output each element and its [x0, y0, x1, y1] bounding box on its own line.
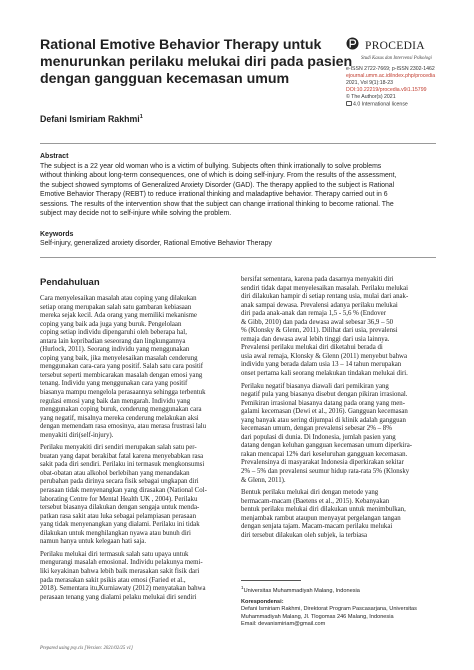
- body-text-line: dengan senjata tajam. Macam-macam perilaku melukai: [241, 523, 393, 531]
- body-text-line: Cara menyelesaikan masalah atau coping yang dilakukan: [40, 295, 197, 302]
- correspondence-details: [241, 606, 441, 628]
- correspondence-line: Email: devanismiriam@gmail.com: [241, 621, 326, 628]
- meta-line: © The Author(s) 2021: [346, 94, 396, 101]
- body-text-line: setiap orang merupakan salah satu gambaran kebiasaan: [40, 303, 192, 311]
- body-text-line: galami kecemasan (Dewi et al., 2016). Gangguan kecemasan: [241, 408, 408, 416]
- journal-subtitle-line: Studi Kasus dan Intervensi Psikologi: [361, 56, 432, 62]
- article-title: [40, 37, 353, 88]
- body-text-line: bersifat sementara, karena pada dasarnya menyakiti diri: [241, 276, 394, 283]
- body-text-line: tersebut biasanya dilakukan dengan sengaja untuk menda-: [40, 504, 200, 512]
- body-text-line: sendiri tidak dapat menyelesaikan masalah. Perilaku melukai: [241, 284, 409, 292]
- body-text-line: Prevalensinya di masyarakat Indonesia diperkirakan sekitar: [241, 459, 404, 467]
- body-text-line: liki keyakinan bahwa lebih baik merasakan sakit fisik dari: [40, 567, 200, 575]
- body-text-line: Pemikiran irrasional biasanya datang pada orang yang men-: [241, 399, 406, 407]
- body-text-line: yang tidak menyenangkan yang dialami. Perilaku ini tidak: [40, 521, 200, 529]
- body-column-left: [40, 295, 230, 602]
- abstract-line: the subject showed symptoms of Generalized Anxiety Disorder (GAD). The therapy applied to the subject is Rational: [40, 181, 395, 189]
- body-text-line: remaja dan dewasa awal lebih tinggi dari usia lainnya.: [241, 335, 390, 343]
- correspondence-line: Defani Ismiriam Rakhmi, Direktorat Program Pascasarjana, Universitas: [241, 606, 417, 613]
- body-text-line: menggunakan cara-cara yang positif. Salah satu cara positif: [40, 363, 204, 371]
- abstract-body: [40, 162, 436, 218]
- body-text-line: biasanya mampu mengelola perasaannya sehingga terbentuk: [40, 389, 206, 397]
- meta-line: e-ISSN 2722-7669; p-ISSN 2302-1462: [346, 66, 435, 72]
- title-line: menurunkan perilaku melukai diri pada pasien: [40, 54, 353, 70]
- journal-meta: [346, 66, 470, 109]
- correspondence-line: Muhammadiyah Malang, Jl. Tlogomas 246 Malang, Indonesia: [241, 613, 394, 620]
- body-text-line: negatif pula yang biasanya disebut dengan pikiran irrasional.: [241, 391, 408, 399]
- body-text-line: individu yang berada dalam usia 13 – 14 tahun merupakan: [241, 361, 402, 369]
- body-text-line: tenang. Individu yang menggunakan cara yang positif: [40, 380, 188, 388]
- footnote-divider: [241, 580, 301, 581]
- body-text-line: kecemasan umum, dengan prevalensi sebesar 2% – 8%: [241, 425, 392, 433]
- body-text-line: menjambak rambut ataupun menyayat pergelangan tangan: [241, 514, 401, 522]
- body-text-line: yang banyak atau sering dijumpai di klinik adalah gangguan: [241, 416, 406, 424]
- body-text-line: Perilaku menyakiti diri sendiri merupakan salah satu per-: [40, 444, 197, 452]
- body-text-line: & Gibb, 2010) dan pada dewasa awal sebesar 36,9 – 50: [241, 318, 394, 326]
- body-text-line: dari populasi di dunia. Di Indonesia, jumlah pasien yang: [241, 433, 396, 441]
- journal-logo: [346, 37, 466, 62]
- title-line: Rational Emotive Behavior Therapy untuk: [40, 37, 322, 53]
- abstract-line: subject may decide not to self-injure while solving the problem.: [40, 210, 232, 218]
- body-text-line: Prevalensi perilaku melukai diri diketahui berada di: [241, 344, 383, 352]
- meta-line: 4.0 International license: [346, 101, 470, 109]
- body-text-line: namun hanya untuk kelegaan hati saja.: [40, 538, 147, 546]
- body-text-line: onset pertama kali seorang melakukan tindakan melukai diri.: [241, 370, 408, 378]
- meta-line: 2021, Vol 9(1):18-23: [346, 80, 394, 87]
- meta-line: ejournal.umm.ac.id/index.php/procedia: [346, 73, 436, 80]
- abstract-heading: Abstract: [40, 153, 69, 160]
- body-text-line: 2018). Sementara itu,Kurniawaty (2012) menyatakan bahwa: [40, 585, 206, 593]
- abstract-line: without thinking about long-term consequences, one of which is doing self-injury. From the results of the assessment,: [40, 172, 397, 180]
- body-text-line: Perilaku melukai diri termasuk salah satu upaya untuk: [40, 550, 189, 558]
- body-text-line: Perilaku negatif biasanya diawali dari pemikiran yang: [241, 382, 389, 390]
- body-text-line: yang negatif, misalnya mereka cenderung melakukan aksi: [40, 414, 199, 422]
- body-text-line: diri dilakukan hampir di setiap rentang usia, mulai dari anak-: [241, 293, 409, 301]
- body-text-line: tersebut seperti membicarakan masalah dengan emosi yang: [40, 371, 203, 379]
- body-text-line: dilakukan untuk menghilangkan nyawa atau bunuh diri: [40, 529, 191, 537]
- body-text-line: & Glenn, 2011).: [241, 476, 286, 484]
- footer-note: Prepared using psy.cls [Version: 2021/02/25 v1]: [40, 646, 133, 651]
- keywords-heading: Keywords: [40, 231, 74, 238]
- body-text-line: rakan mencapai 12% dari keseluruhan gangguan kecemasan.: [241, 450, 408, 458]
- body-text-line: usia awal remaja, Klonsky & Glenn (2011) menyebut bahwa: [241, 352, 408, 360]
- body-text-line: coping yang baik, jika menyelesaikan masalah cenderung: [40, 354, 198, 362]
- correspondence-heading: Korespondensi:: [241, 599, 284, 606]
- body-text-line: regulasi emosi yang baik dan mengarah. Individu yang: [40, 397, 191, 405]
- body-text-line: Bentuk perilaku melukai diri dengan metode yang: [241, 489, 379, 497]
- body-text-line: perasaan tenang yang dialami pelaku melukai diri sendiri: [40, 593, 197, 601]
- body-text-line: sakit pada diri sendiri. Perilaku ini termasuk mengkonsumsi: [40, 461, 205, 469]
- body-text-line: laborating Centre for Mental Health UK , 2004). Perilaku: [40, 495, 198, 503]
- body-text-line: diri tersebut dilakukan oleh subjek, ia terbiasa: [241, 531, 368, 539]
- body-text-line: buatan yang dapat berakibat fatal karena menyebabkan rasa: [40, 452, 204, 460]
- body-text-line: bermacam-macam (Baetens et al., 2015). Kebanyakan: [241, 497, 390, 505]
- body-text-line: anak sampai dewasa. Prevalensi adanya perilaku melukai: [241, 301, 398, 309]
- cc-by-sa-icon: [346, 101, 352, 106]
- abstract-line: The subject is a 22 year old woman who is a victim of bullying. Subjects often think irrationally to solve problems: [40, 163, 382, 170]
- body-text-line: diri pada anak-anak dan remaja 1,5 - 5,6 % (Endover: [241, 310, 386, 318]
- body-text-line: mengurangi masalah emosional. Individu pelakunya memi-: [40, 559, 203, 567]
- abstract-line: sessions. The results of the intervention show that the subject can change irrational thinking to become rational. The: [40, 200, 394, 208]
- body-text-line: datang dengan keluhan gangguan kecemasan umum diperkira-: [241, 442, 413, 450]
- abstract-line: Emotive Behavior Therapy (REBT) to reduce irrational thinking and maladaptive behavior. Therapy carried out in 6: [40, 191, 388, 199]
- body-text-line: perasaan tidak menyenangkan yang dirasakan (National Col-: [40, 487, 207, 495]
- keywords-text: Self-injury, generalized anxiety disorder, Rational Emotive Behavior Therapy: [40, 240, 272, 247]
- body-text-line: pada merasakan sakit psikis atau emosi (Faried et al.,: [40, 576, 186, 584]
- section-heading-intro: Pendahuluan: [40, 277, 100, 288]
- journal-subtitle: [361, 56, 466, 62]
- meta-line: DOI:10.22219/procedia.v9i1.15799: [346, 87, 427, 94]
- body-text-line: % (Klonsky & Glenn, 2011). Dilihat dari usia, prevalensi: [241, 327, 398, 335]
- author-mark: 1: [139, 114, 143, 121]
- body-text-line: dengan memendam rasa emosinya, atau merasa frustrasi lalu: [40, 423, 207, 431]
- body-text-line: 2% – 5% dan prevalensi seumur hidup rata-rata 5% (Klonsky: [241, 468, 410, 476]
- body-column-right: [241, 276, 437, 540]
- divider-top: [40, 143, 436, 144]
- body-text-line: mereka sejak kecil. Ada orang yang memiliki mekanisme: [40, 312, 197, 320]
- footnote-block: [241, 584, 441, 628]
- footnote-affiliation: $^1$Universitas Muhammadiyah Malang, Indonesia: [241, 585, 360, 594]
- body-text-line: obat-obatan atau alkohol berlebihan yang menandakan: [40, 469, 190, 477]
- procedia-logo-icon: [346, 37, 359, 55]
- body-text-line: (Hurlock, 2011). Seorang individu yang menggunakan: [40, 346, 190, 354]
- body-text-line: bentuk perilaku melukai diri dilakukan untuk menimbulkan,: [241, 506, 406, 514]
- title-line: dengan gangguan kecemasan umum: [40, 71, 290, 87]
- body-text-line: patkan rasa sakit atau luka sebagai pelampiasan perasaan: [40, 512, 197, 520]
- body-text-line: perubahan pada dirinya secara fisik sebagai ungkapan diri: [40, 478, 199, 486]
- journal-name: PROCEDIA: [365, 40, 425, 53]
- author-name: Defani Ismiriam Rakhmi$^1$: [40, 114, 143, 124]
- body-text-line: antara lain kepribadian seseorang dan lingkungannya: [40, 337, 186, 345]
- body-text-line: menggunakan coping buruk, cenderung menggunakan cara: [40, 406, 202, 414]
- divider-bottom: [40, 257, 436, 258]
- body-text-line: coping yang baik ada juga yang buruk. Pengelolaan: [40, 320, 182, 328]
- body-text-line: coping setiap individu dipengaruhi oleh beberapa hal,: [40, 329, 187, 337]
- body-text-line: menyakiti diri(self-injury).: [40, 431, 114, 439]
